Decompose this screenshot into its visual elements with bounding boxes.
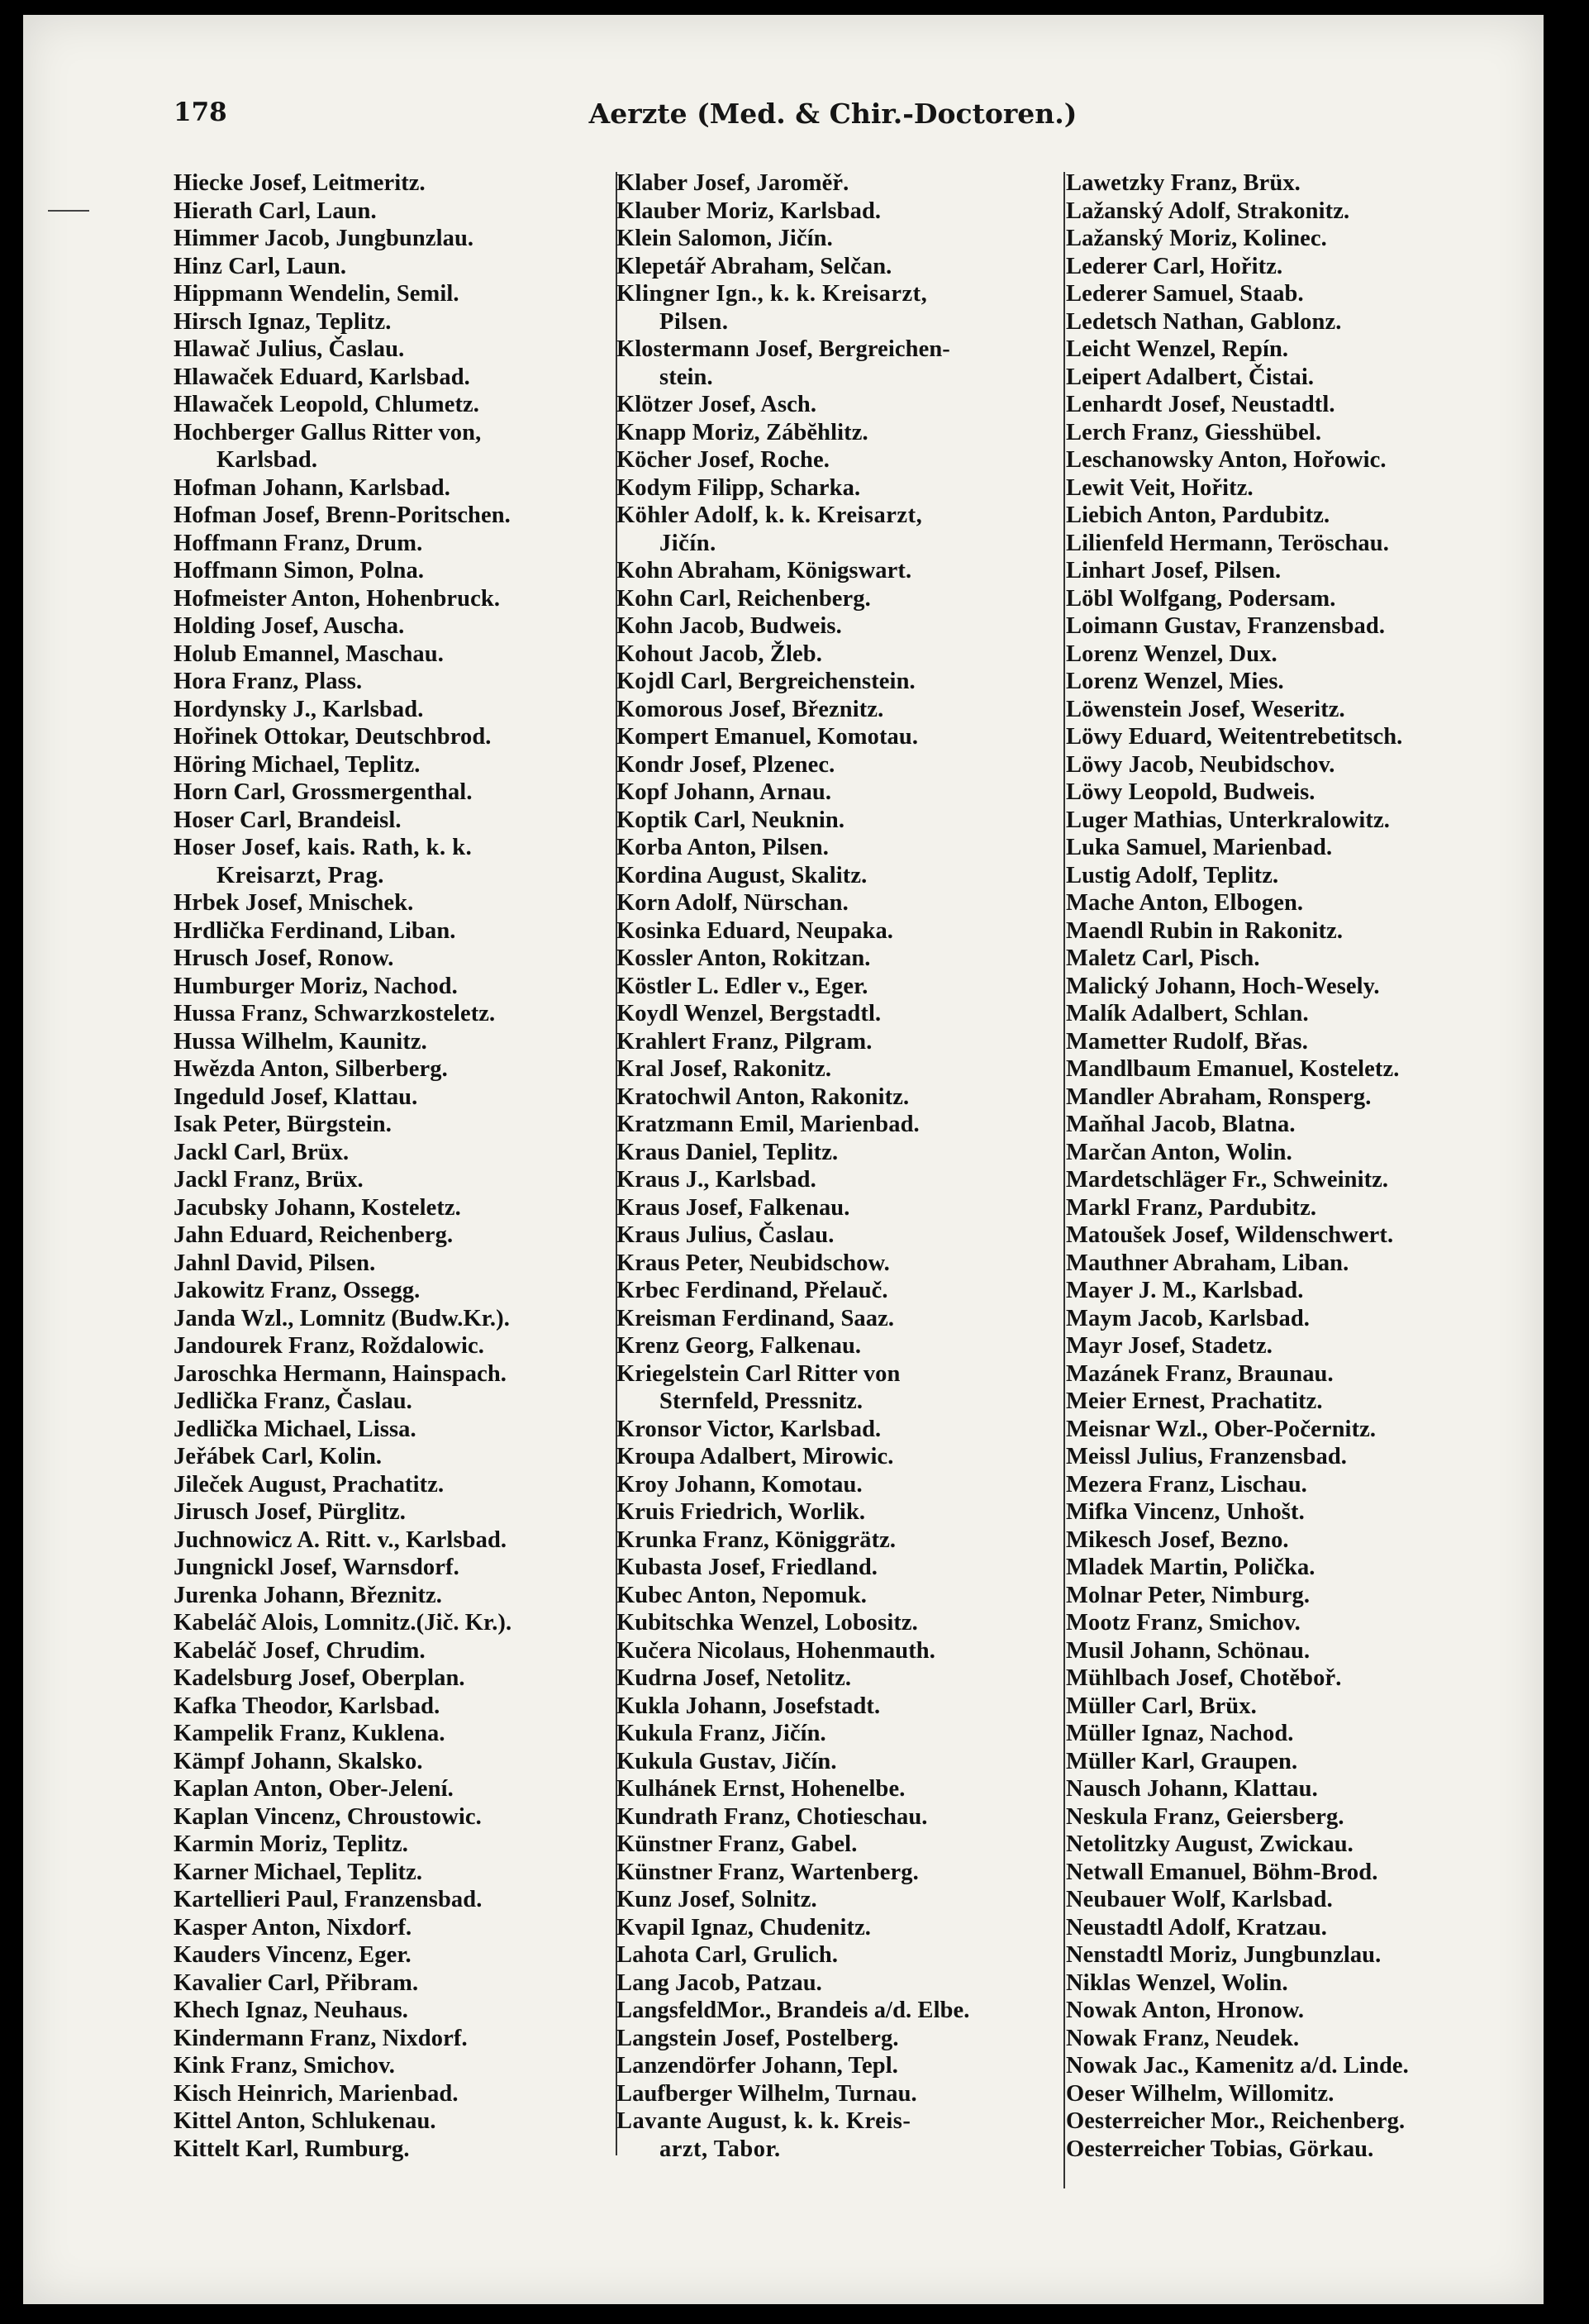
directory-entry: Lorenz Wenzel, Mies. xyxy=(1066,669,1284,694)
directory-entry: Mandlbaum Emanuel, Kosteletz. xyxy=(1066,1056,1400,1082)
directory-entry: Kriegelstein Carl Ritter von xyxy=(616,1360,901,1387)
directory-entry: Neustadtl Adolf, Kratzau. xyxy=(1066,1914,1327,1941)
directory-entry: Höring Michael, Teplitz. xyxy=(174,751,421,778)
directory-entry: Klingner Ign., k. k. Kreisarzt, xyxy=(616,281,928,307)
directory-entry: Kosinka Eduard, Neupaka. xyxy=(616,917,894,944)
directory-entry: Jurenka Johann, Březnitz. xyxy=(174,1582,443,1608)
directory-entry: Kraus Josef, Falkenau. xyxy=(616,1194,850,1221)
directory-entry: Kartellieri Paul, Franzensbad. xyxy=(174,1887,483,1912)
directory-entry: Lahota Carl, Grulich. xyxy=(616,1942,839,1968)
directory-entry: Mauthner Abraham, Liban. xyxy=(1066,1250,1349,1276)
directory-entry: Löwy Jacob, Neubidschov. xyxy=(1066,751,1335,778)
entry-continuation: Pilsen. xyxy=(659,308,729,335)
directory-entry: Kordina August, Skalitz. xyxy=(616,862,868,888)
directory-entry: Hlawaček Eduard, Karlsbad. xyxy=(174,364,470,390)
entry-continuation: Jičín. xyxy=(659,530,716,556)
directory-entry: Klaber Josef, Jaroměř. xyxy=(616,170,849,196)
directory-entry: Köhler Adolf, k. k. Kreisarzt, xyxy=(616,502,923,528)
directory-entry: Künstner Franz, Gabel. xyxy=(616,1831,858,1857)
directory-entry: Müller Karl, Graupen. xyxy=(1066,1748,1298,1774)
directory-entry: Janda Wzl., Lomnitz (Budw.Kr.). xyxy=(174,1305,510,1331)
directory-entry: Kabeláč Alois, Lomnitz.(Jič. Kr.). xyxy=(174,1610,512,1636)
directory-entry: Komorous Josef, Březnitz. xyxy=(616,696,884,722)
directory-entry: Lerch Franz, Giesshübel. xyxy=(1066,419,1322,445)
directory-entry: Lažanský Adolf, Strakonitz. xyxy=(1066,198,1350,224)
directory-entry: Lawetzky Franz, Brüx. xyxy=(1066,170,1301,196)
document-page xyxy=(23,15,1544,2304)
directory-entry: Meisnar Wzl., Ober-Počernitz. xyxy=(1066,1416,1377,1442)
directory-entry: Kohout Jacob, Žleb. xyxy=(616,641,822,667)
directory-entry: Jackl Franz, Brüx. xyxy=(174,1167,364,1193)
directory-entry: Luger Mathias, Unterkralowitz. xyxy=(1066,807,1390,833)
page-number: 178 xyxy=(174,98,227,127)
directory-entry: Lederer Carl, Hořitz. xyxy=(1066,253,1283,279)
directory-entry: Leschanowsky Anton, Hořowic. xyxy=(1066,447,1387,473)
directory-entry: Oesterreicher Mor., Reichenberg. xyxy=(1066,2108,1406,2134)
directory-entry: Hippmann Wendelin, Semil. xyxy=(174,281,459,307)
directory-entry: Klein Salomon, Jičín. xyxy=(616,226,833,251)
directory-entry: Köstler L. Edler v., Eger. xyxy=(616,973,868,999)
directory-entry: Neubauer Wolf, Karlsbad. xyxy=(1066,1887,1333,1912)
directory-entry: Kabeláč Josef, Chrudim. xyxy=(174,1637,426,1664)
directory-entry: Kral Josef, Rakonitz. xyxy=(616,1056,832,1082)
directory-entry: Liebich Anton, Pardubitz. xyxy=(1066,502,1330,528)
directory-entry: Lorenz Wenzel, Dux. xyxy=(1066,641,1277,667)
directory-entry: Kvapil Ignaz, Chudenitz. xyxy=(616,1914,872,1941)
directory-column-2 xyxy=(616,169,1075,2163)
directory-entry: Lanzendörfer Johann, Tepl. xyxy=(616,2053,898,2079)
directory-entry: Netwall Emanuel, Böhm-Brod. xyxy=(1066,1859,1378,1885)
directory-entry: Hoffmann Franz, Drum. xyxy=(174,530,423,556)
directory-column-3 xyxy=(1066,169,1529,2163)
directory-entry: Künstner Franz, Wartenberg. xyxy=(616,1859,919,1885)
directory-entry: Holub Emannel, Maschau. xyxy=(174,641,444,667)
directory-entry: Lustig Adolf, Teplitz. xyxy=(1066,862,1279,888)
directory-entry: Korba Anton, Pilsen. xyxy=(616,835,829,860)
directory-entry: Jahnl David, Pilsen. xyxy=(174,1250,376,1276)
directory-entry: Kraus Daniel, Teplitz. xyxy=(616,1139,839,1165)
directory-entry: Klötzer Josef, Asch. xyxy=(616,392,817,417)
directory-entry: Hussa Wilhelm, Kaunitz. xyxy=(174,1028,427,1055)
directory-entry: Ledetsch Nathan, Gablonz. xyxy=(1066,308,1342,335)
directory-entry: Kauders Vincenz, Eger. xyxy=(174,1942,412,1968)
directory-entry: Mardetschläger Fr., Schweinitz. xyxy=(1066,1167,1389,1193)
directory-entry: Kronsor Victor, Karlsbad. xyxy=(616,1416,882,1442)
directory-entry: Mühlbach Josef, Chotěboř. xyxy=(1066,1665,1342,1691)
directory-entry: Kukula Franz, Jičín. xyxy=(616,1721,826,1746)
directory-entry: Loimann Gustav, Franzensbad. xyxy=(1066,613,1386,639)
directory-entry: Kubec Anton, Nepomuk. xyxy=(616,1582,867,1608)
directory-entry: Maym Jacob, Karlsbad. xyxy=(1066,1305,1311,1331)
directory-entry: Lažanský Moriz, Kolinec. xyxy=(1066,226,1327,251)
directory-entry: Mladek Martin, Polička. xyxy=(1066,1555,1315,1580)
directory-entry: Kreisman Ferdinand, Saaz. xyxy=(616,1305,895,1331)
directory-entry: Himmer Jacob, Jungbunzlau. xyxy=(174,226,474,251)
directory-entry: Maňhal Jacob, Blatna. xyxy=(1066,1112,1296,1137)
directory-entry: Nowak Franz, Neudek. xyxy=(1066,2025,1300,2051)
directory-entry: Luka Samuel, Marienbad. xyxy=(1066,835,1333,860)
directory-entry: Niklas Wenzel, Wolin. xyxy=(1066,1969,1288,1996)
directory-entry: Kojdl Carl, Bergreichenstein. xyxy=(616,669,916,694)
directory-entry: Humburger Moriz, Nachod. xyxy=(174,973,458,999)
directory-entry: Kraus J., Karlsbad. xyxy=(616,1167,816,1193)
directory-entry: Malík Adalbert, Schlan. xyxy=(1066,1001,1309,1026)
directory-entry: Kraus Julius, Časlau. xyxy=(616,1222,835,1248)
directory-entry: Kraus Peter, Neubidschow. xyxy=(616,1250,890,1276)
directory-entry: Krenz Georg, Falkenau. xyxy=(616,1333,862,1359)
directory-entry: Jeřábek Carl, Kolin. xyxy=(174,1444,383,1469)
directory-entry: Kukla Johann, Josefstadt. xyxy=(616,1693,881,1719)
directory-entry: Mandler Abraham, Ronsperg. xyxy=(1066,1083,1372,1110)
directory-entry: Isak Peter, Bürgstein. xyxy=(174,1112,392,1137)
directory-entry: Jacubsky Johann, Kosteletz. xyxy=(174,1194,461,1221)
directory-entry: Hlawač Julius, Časlau. xyxy=(174,336,405,362)
directory-entry: Hirsch Ignaz, Teplitz. xyxy=(174,308,392,335)
directory-entry: Kaplan Anton, Ober-Jelení. xyxy=(174,1776,454,1802)
directory-entry: Mache Anton, Elbogen. xyxy=(1066,890,1304,916)
directory-entry: Jedlička Michael, Lissa. xyxy=(174,1416,416,1442)
directory-entry: Hochberger Gallus Ritter von, xyxy=(174,419,482,445)
directory-entry: Krahlert Franz, Pilgram. xyxy=(616,1028,873,1055)
directory-entry: Juchnowicz A. Ritt. v., Karlsbad. xyxy=(174,1526,507,1553)
directory-entry: Müller Carl, Brüx. xyxy=(1066,1693,1257,1719)
directory-entry: Lilienfeld Hermann, Teröschau. xyxy=(1066,530,1389,556)
directory-entry: Leipert Adalbert, Čistai. xyxy=(1066,364,1315,390)
directory-entry: Matoušek Josef, Wildenschwert. xyxy=(1066,1222,1394,1248)
directory-entry: Mezera Franz, Lischau. xyxy=(1066,1471,1307,1498)
directory-entry: Hlawaček Leopold, Chlumetz. xyxy=(174,392,480,417)
directory-entry: Kulhánek Ernst, Hohenelbe. xyxy=(616,1776,906,1802)
directory-entry: Molnar Peter, Nimburg. xyxy=(1066,1582,1311,1608)
directory-entry: Löwy Eduard, Weitentrebetitsch. xyxy=(1066,724,1403,750)
directory-entry: Lederer Samuel, Staab. xyxy=(1066,281,1304,307)
directory-entry: Marčan Anton, Wolin. xyxy=(1066,1139,1292,1165)
directory-entry: Kruis Friedrich, Worlik. xyxy=(616,1499,866,1525)
directory-entry: Kudrna Josef, Netolitz. xyxy=(616,1665,852,1691)
directory-entry: Langstein Josef, Postelberg. xyxy=(616,2025,899,2051)
directory-entry: Jedlička Franz, Časlau. xyxy=(174,1388,412,1414)
directory-entry: Klepetář Abraham, Selčan. xyxy=(616,253,892,279)
directory-entry: Hussa Franz, Schwarzkosteletz. xyxy=(174,1001,496,1026)
directory-entry: Meier Ernest, Prachatitz. xyxy=(1066,1388,1323,1414)
directory-entry: Mayr Josef, Stadetz. xyxy=(1066,1333,1273,1359)
directory-entry: Mayer J. M., Karlsbad. xyxy=(1066,1278,1304,1303)
directory-entry: Hrbek Josef, Mnischek. xyxy=(174,890,414,916)
directory-entry: Hinz Carl, Laun. xyxy=(174,253,347,279)
directory-entry: Kaplan Vincenz, Chroustowic. xyxy=(174,1803,482,1830)
directory-entry: Kasper Anton, Nixdorf. xyxy=(174,1914,412,1941)
directory-entry: Kohn Abraham, Königswart. xyxy=(616,558,912,583)
directory-entry: Maletz Carl, Pisch. xyxy=(1066,945,1260,971)
directory-entry: Klauber Moriz, Karlsbad. xyxy=(616,198,882,224)
directory-entry: Neskula Franz, Geiersberg. xyxy=(1066,1803,1344,1830)
directory-entry: Müller Ignaz, Nachod. xyxy=(1066,1721,1294,1746)
directory-entry: Jakowitz Franz, Ossegg. xyxy=(174,1278,421,1303)
directory-entry: Kukula Gustav, Jičín. xyxy=(616,1748,837,1774)
directory-entry: Mifka Vincenz, Unhošt. xyxy=(1066,1499,1305,1525)
directory-entry: Koptik Carl, Neuknin. xyxy=(616,807,845,833)
directory-entry: Kittel Anton, Schlukenau. xyxy=(174,2108,436,2134)
entry-continuation: arzt, Tabor. xyxy=(659,2136,781,2162)
directory-entry: Mametter Rudolf, Břas. xyxy=(1066,1028,1308,1055)
directory-entry: Leicht Wenzel, Repín. xyxy=(1066,336,1289,362)
directory-entry: Kopf Johann, Arnau. xyxy=(616,779,832,805)
directory-entry: Kroy Johann, Komotau. xyxy=(616,1471,863,1498)
directory-entry: Ingeduld Josef, Klattau. xyxy=(174,1083,418,1110)
directory-entry: Kohn Carl, Reichenberg. xyxy=(616,585,871,612)
directory-entry: Kondr Josef, Plzenec. xyxy=(616,751,835,778)
directory-entry: Kubasta Josef, Friedland. xyxy=(616,1555,878,1580)
directory-entry: Malický Johann, Hoch-Wesely. xyxy=(1066,973,1380,999)
directory-entry: Kučera Nicolaus, Hohenmauth. xyxy=(616,1637,935,1664)
directory-entry: Meissl Julius, Franzensbad. xyxy=(1066,1444,1347,1469)
directory-entry: Krunka Franz, Königgrätz. xyxy=(616,1526,897,1553)
directory-entry: Hoser Carl, Brandeisl. xyxy=(174,807,402,833)
page-header xyxy=(23,98,1544,147)
directory-entry: Hofman Johann, Karlsbad. xyxy=(174,474,450,501)
directory-entry: Lang Jacob, Patzau. xyxy=(616,1969,822,1996)
directory-entry: Kratochwil Anton, Rakonitz. xyxy=(616,1083,910,1110)
directory-entry: Hiecke Josef, Leitmeritz. xyxy=(174,170,426,196)
directory-entry: Holding Josef, Auscha. xyxy=(174,613,405,639)
directory-entry: Kompert Emanuel, Komotau. xyxy=(616,724,919,750)
directory-entry: Koydl Wenzel, Bergstadtl. xyxy=(616,1001,882,1026)
directory-entry: Jackl Carl, Brüx. xyxy=(174,1139,350,1165)
directory-entry: Hoser Josef, kais. Rath, k. k. xyxy=(174,835,473,860)
entry-continuation: stein. xyxy=(659,364,713,390)
directory-entry: Oesterreicher Tobias, Görkau. xyxy=(1066,2136,1374,2162)
directory-entry: LangsfeldMor., Brandeis a/d. Elbe. xyxy=(616,1998,970,2023)
directory-entry: Hwězda Anton, Silberberg. xyxy=(174,1056,448,1082)
directory-entry: Hrdlička Ferdinand, Liban. xyxy=(174,917,456,944)
directory-column-1 xyxy=(174,169,636,2163)
directory-entry: Hofman Josef, Brenn-Poritschen. xyxy=(174,502,511,528)
directory-entry: Laufberger Wilhelm, Turnau. xyxy=(616,2080,917,2107)
directory-entry: Kodym Filipp, Scharka. xyxy=(616,474,861,501)
directory-entry: Lenhardt Josef, Neustadtl. xyxy=(1066,392,1335,417)
directory-entry: Kavalier Carl, Přibram. xyxy=(174,1969,419,1996)
directory-entry: Kroupa Adalbert, Mirowic. xyxy=(616,1444,894,1469)
directory-entry: Netolitzky August, Zwickau. xyxy=(1066,1831,1354,1857)
entry-continuation: Kreisarzt, Prag. xyxy=(216,862,384,888)
running-head: Aerzte (Med. & Chir.-Doctoren.) xyxy=(588,98,1078,130)
directory-entry: Mazánek Franz, Braunau. xyxy=(1066,1360,1334,1387)
directory-entry: Kadelsburg Josef, Oberplan. xyxy=(174,1665,465,1691)
directory-entry: Nowak Jac., Kamenitz a/d. Linde. xyxy=(1066,2053,1409,2079)
directory-entry: Karmin Moriz, Teplitz. xyxy=(174,1831,408,1857)
directory-entry: Kubitschka Wenzel, Lobositz. xyxy=(616,1610,918,1636)
directory-entry: Khech Ignaz, Neuhaus. xyxy=(174,1998,408,2023)
directory-entry: Nowak Anton, Hronow. xyxy=(1066,1998,1305,2023)
directory-entry: Kunz Josef, Solnitz. xyxy=(616,1887,817,1912)
directory-entry: Kratzmann Emil, Marienbad. xyxy=(616,1112,920,1137)
directory-entry: Musil Johann, Schönau. xyxy=(1066,1637,1311,1664)
directory-entry: Kittelt Karl, Rumburg. xyxy=(174,2136,410,2162)
directory-entry: Nausch Johann, Klattau. xyxy=(1066,1776,1318,1802)
directory-entry: Maendl Rubin in Rakonitz. xyxy=(1066,917,1344,944)
directory-entry: Kossler Anton, Rokitzan. xyxy=(616,945,871,971)
directory-entry: Korn Adolf, Nürschan. xyxy=(616,890,849,916)
directory-entry: Köcher Josef, Roche. xyxy=(616,447,830,473)
directory-entry: Nenstadtl Moriz, Jungbunzlau. xyxy=(1066,1942,1382,1968)
directory-entry: Hora Franz, Plass. xyxy=(174,669,363,694)
directory-entry: Jandourek Franz, Roždalowic. xyxy=(174,1333,484,1359)
directory-entry: Krbec Ferdinand, Přelauč. xyxy=(616,1278,888,1303)
directory-entry: Hoffmann Simon, Polna. xyxy=(174,558,425,583)
directory-entry: Karner Michael, Teplitz. xyxy=(174,1859,423,1885)
directory-entry: Jaroschka Hermann, Hainspach. xyxy=(174,1360,507,1387)
directory-entry: Jileček August, Prachatitz. xyxy=(174,1471,445,1498)
directory-entry: Kindermann Franz, Nixdorf. xyxy=(174,2025,468,2051)
directory-entry: Lewit Veit, Hořitz. xyxy=(1066,474,1254,501)
directory-entry: Kafka Theodor, Karlsbad. xyxy=(174,1693,440,1719)
directory-entry: Löbl Wolfgang, Podersam. xyxy=(1066,585,1336,612)
directory-entry: Jahn Eduard, Reichenberg. xyxy=(174,1222,454,1248)
directory-entry: Horn Carl, Grossmergenthal. xyxy=(174,779,473,805)
directory-entry: Kundrath Franz, Chotieschau. xyxy=(616,1803,928,1830)
directory-entry: Jungnickl Josef, Warnsdorf. xyxy=(174,1555,459,1580)
directory-entry: Hofmeister Anton, Hohenbruck. xyxy=(174,585,501,612)
directory-entry: Oeser Wilhelm, Willomitz. xyxy=(1066,2080,1334,2107)
directory-entry: Mikesch Josef, Bezno. xyxy=(1066,1526,1289,1553)
directory-entry: Jirusch Josef, Pürglitz. xyxy=(174,1499,407,1525)
directory-entry: Hrusch Josef, Ronow. xyxy=(174,945,394,971)
margin-mark xyxy=(48,210,89,212)
directory-entry: Kohn Jacob, Budweis. xyxy=(616,613,842,639)
directory-entry: Löwy Leopold, Budweis. xyxy=(1066,779,1315,805)
directory-entry: Knapp Moriz, Zábĕhlitz. xyxy=(616,419,868,445)
directory-entry: Mootz Franz, Smichov. xyxy=(1066,1610,1301,1636)
directory-entry: Kämpf Johann, Skalsko. xyxy=(174,1748,423,1774)
directory-entry: Lavante August, k. k. Kreis- xyxy=(616,2108,911,2134)
directory-entry: Hordynsky J., Karlsbad. xyxy=(174,696,424,722)
directory-entry: Kisch Heinrich, Marienbad. xyxy=(174,2080,459,2107)
directory-entry: Hierath Carl, Laun. xyxy=(174,198,377,224)
directory-entry: Klostermann Josef, Bergreichen- xyxy=(616,336,950,362)
directory-entry: Hořinek Ottokar, Deutschbrod. xyxy=(174,724,492,750)
directory-entry: Löwenstein Josef, Weseritz. xyxy=(1066,696,1345,722)
entry-continuation: Sternfeld, Pressnitz. xyxy=(659,1388,863,1414)
directory-entry: Linhart Josef, Pilsen. xyxy=(1066,558,1282,583)
directory-entry: Markl Franz, Pardubitz. xyxy=(1066,1194,1317,1221)
entry-continuation: Karlsbad. xyxy=(216,447,318,473)
directory-entry: Kampelik Franz, Kuklena. xyxy=(174,1721,445,1746)
directory-entry: Kink Franz, Smichov. xyxy=(174,2053,396,2079)
